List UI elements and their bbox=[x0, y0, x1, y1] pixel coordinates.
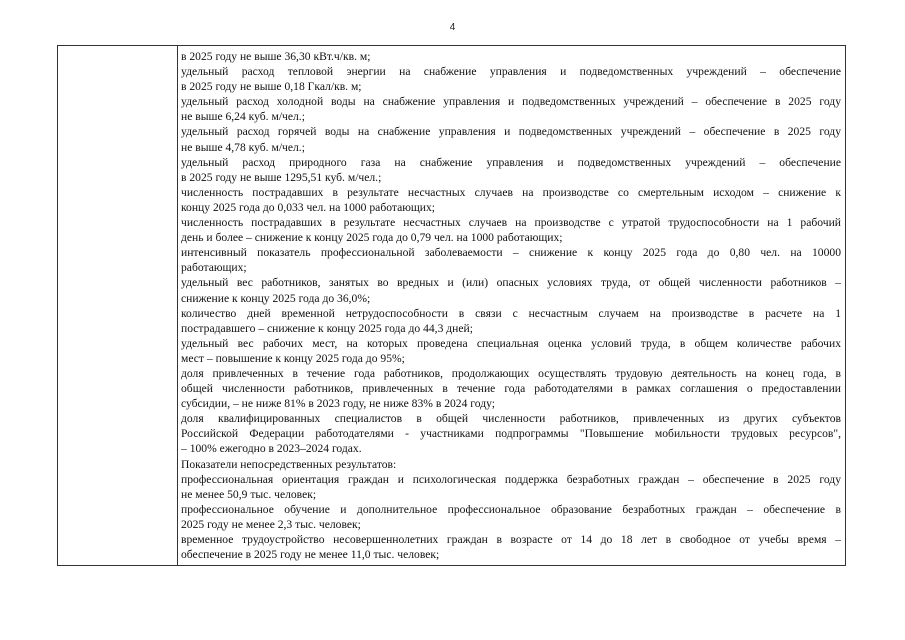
text-line: профессиональное обучение и дополнительное профессиональное образование безработных граждан – обеспечение в bbox=[181, 502, 841, 516]
text-line: интенсивный показатель профессиональной заболеваемости – снижение к концу 2025 года до 0,80 чел. на 10000 bbox=[181, 246, 841, 260]
text-line: доля квалифицированных специалистов в общей численности работников, привлеченных из других субъектов bbox=[181, 412, 841, 426]
text-line: работающих; bbox=[181, 261, 247, 275]
text-line: не выше 4,78 куб. м/чел.; bbox=[181, 140, 305, 154]
text-line: общей численности работников, привлеченных в течение года работодателями в рамках соглашения о предоставлении bbox=[181, 382, 841, 396]
text-line: численность пострадавших в результате несчастных случаев на производстве с утратой трудоспособности на 1 рабочий bbox=[181, 216, 841, 230]
text-line: доля привлеченных в течение года работников, продолжающих осуществлять трудовую деятельность на конец года, в bbox=[181, 366, 841, 380]
text-line: – 100% ежегодно в 2023–2024 годах. bbox=[181, 442, 362, 456]
text-line: количество дней временной нетрудоспособности в связи с несчастным случаем на производстве в расчете на 1 bbox=[181, 306, 841, 320]
text-line: Показатели непосредственных результатов: bbox=[181, 457, 397, 471]
table-right-cell bbox=[178, 46, 845, 565]
table-left-cell bbox=[58, 46, 178, 565]
text-line: удельный расход тепловой энергии на снабжение управления и подведомственных учреждений – обеспечение bbox=[181, 65, 841, 79]
text-line: временное трудоустройство несовершеннолетних граждан в возрасте от 14 до 18 лет в свободное от учебы время – bbox=[181, 533, 841, 546]
text-line: в 2025 году не выше 36,30 кВт.ч/кв. м; bbox=[181, 50, 371, 63]
text-line: в 2025 году не выше 1295,51 куб. м/чел.; bbox=[181, 170, 382, 184]
text-line: профессиональная ориентация граждан и психологическая поддержка безработных граждан – обеспечение в 2025 году bbox=[181, 472, 841, 486]
text-line: в 2025 году не выше 0,18 Гкал/кв. м; bbox=[181, 80, 362, 94]
text-line: не выше 6,24 куб. м/чел.; bbox=[181, 110, 305, 124]
text-line: численность пострадавших в результате несчастных случаев на производстве со смертельным исходом – снижение к bbox=[181, 185, 841, 199]
text-line: удельный вес рабочих мест, на которых проведена специальная оценка условий труда, в общем количестве рабочих bbox=[181, 336, 841, 350]
text-line: пострадавшего – снижение к концу 2025 года до 44,3 дней; bbox=[181, 321, 473, 335]
text-line: удельный расход природного газа на снабжение управления и подведомственных учреждений – обеспечение bbox=[181, 155, 841, 169]
text-line: день и более – снижение к концу 2025 года до 0,79 чел. на 1000 работающих; bbox=[181, 231, 563, 245]
text-line: концу 2025 года до 0,033 чел. на 1000 работающих; bbox=[181, 200, 436, 214]
page-number: 4 bbox=[449, 22, 456, 33]
text-line: удельный расход горячей воды на снабжение управления и подведомственных учреждений – обеспечение в 2025 году bbox=[181, 125, 841, 139]
text-line: снижение к концу 2025 года до 36,0%; bbox=[181, 291, 371, 305]
text-line: субсидии, – не ниже 81% в 2023 году, не ниже 83% в 2024 году; bbox=[181, 397, 495, 411]
document-table bbox=[57, 45, 846, 566]
text-line: удельный расход холодной воды на снабжение управления и подведомственных учреждений – обеспечение в 2025 году bbox=[181, 95, 841, 109]
text-line: Российской Федерации работодателями - участниками подпрограммы "Повышение мобильности трудовых ресурсов", bbox=[181, 427, 841, 441]
text-line: удельный вес работников, занятых во вредных и (или) опасных условиях труда, от общей численности работников – bbox=[181, 276, 841, 290]
text-line: 2025 году не менее 2,3 тыс. человек; bbox=[181, 517, 361, 531]
text-line: не менее 50,9 тыс. человек; bbox=[181, 487, 317, 501]
text-line: мест – повышение к концу 2025 года до 95%; bbox=[181, 351, 405, 365]
text-line: обеспечение в 2025 году не менее 11,0 тыс. человек; bbox=[181, 548, 440, 562]
